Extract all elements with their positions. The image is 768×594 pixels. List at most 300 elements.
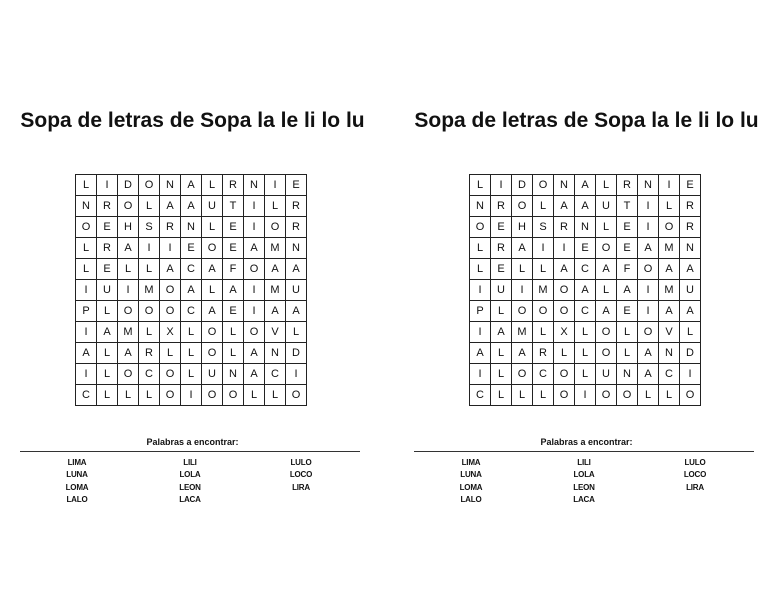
grid-cell: A [659, 259, 680, 280]
grid-cell: R [491, 196, 512, 217]
grid-cell: L [533, 322, 554, 343]
word-list-column [675, 457, 715, 494]
grid-cell: L [470, 175, 491, 196]
grid-cell: C [76, 385, 97, 406]
grid-cell: O [533, 301, 554, 322]
grid-cell: A [286, 259, 307, 280]
grid-cell: L [575, 364, 596, 385]
grid-cell: L [202, 280, 223, 301]
word-list-item: LILI [183, 458, 197, 467]
grid-cell: A [596, 301, 617, 322]
grid-cell: O [160, 385, 181, 406]
grid-cell: E [223, 238, 244, 259]
grid-cell: O [202, 343, 223, 364]
grid-cell: L [97, 301, 118, 322]
grid-cell: O [139, 175, 160, 196]
grid-row [470, 322, 701, 343]
grid-cell: A [491, 322, 512, 343]
grid-cell: O [659, 217, 680, 238]
grid-cell: F [223, 259, 244, 280]
grid-cell: N [223, 364, 244, 385]
grid-cell: S [139, 217, 160, 238]
grid-cell: N [265, 343, 286, 364]
grid-row [76, 280, 307, 301]
grid-cell: E [97, 259, 118, 280]
word-list-item: LUNA [460, 470, 482, 480]
grid-cell: A [554, 259, 575, 280]
grid-cell: C [470, 385, 491, 406]
grid-cell: C [139, 364, 160, 385]
grid-cell: L [491, 343, 512, 364]
grid-row [470, 196, 701, 217]
grid-cell: E [223, 217, 244, 238]
grid-cell: L [139, 385, 160, 406]
grid-cell: O [202, 385, 223, 406]
grid-cell: M [118, 322, 139, 343]
grid-cell: I [265, 175, 286, 196]
grid-cell: A [265, 259, 286, 280]
grid-cell: A [244, 238, 265, 259]
word-list-item: LALO [66, 495, 88, 505]
word-list-item: LOCO [289, 470, 313, 480]
word-list-item: LOLA [179, 470, 201, 480]
grid-cell: L [118, 259, 139, 280]
grid-cell: I [533, 238, 554, 259]
grid-cell: A [223, 280, 244, 301]
grid-cell: L [512, 385, 533, 406]
grid-cell: A [680, 301, 701, 322]
grid-cell: I [638, 280, 659, 301]
grid-cell: L [265, 385, 286, 406]
grid-cell: C [575, 301, 596, 322]
grid-cell: I [554, 238, 575, 259]
grid-row [470, 280, 701, 301]
grid-cell: I [244, 280, 265, 301]
grid-cell: C [181, 301, 202, 322]
word-list-column [564, 457, 604, 507]
grid-cell: L [533, 196, 554, 217]
word-list-column [281, 457, 321, 494]
grid-cell: L [97, 343, 118, 364]
grid-cell: L [223, 322, 244, 343]
grid-cell: O [202, 322, 223, 343]
grid-cell: A [638, 343, 659, 364]
grid-row [470, 238, 701, 259]
grid-cell: H [512, 217, 533, 238]
grid-cell: E [617, 217, 638, 238]
word-list-item: LIRA [292, 482, 310, 492]
grid-cell: D [286, 343, 307, 364]
grid-cell: O [244, 322, 265, 343]
grid-cell: A [181, 175, 202, 196]
grid-cell: O [638, 322, 659, 343]
grid-cell: A [659, 301, 680, 322]
grid-cell: N [680, 238, 701, 259]
grid-cell: L [617, 343, 638, 364]
grid-row [76, 322, 307, 343]
grid-cell: L [76, 238, 97, 259]
grid-cell: N [160, 175, 181, 196]
divider-line [20, 451, 360, 452]
grid-cell: O [202, 238, 223, 259]
grid-cell: N [181, 217, 202, 238]
grid-cell: L [223, 343, 244, 364]
grid-cell: I [139, 238, 160, 259]
grid-cell: O [160, 301, 181, 322]
grid-cell: A [575, 280, 596, 301]
grid-cell: A [680, 259, 701, 280]
worksheet-right [394, 0, 768, 594]
word-list-item: LOMA [65, 482, 89, 492]
grid-cell: A [97, 322, 118, 343]
grid-cell: A [470, 343, 491, 364]
grid-cell: L [181, 343, 202, 364]
grid-cell: A [160, 196, 181, 217]
letter-grid [75, 174, 307, 406]
grid-cell: M [265, 238, 286, 259]
grid-cell: R [680, 217, 701, 238]
grid-cell: P [76, 301, 97, 322]
word-list-item: LALO [460, 495, 482, 505]
grid-cell: I [181, 385, 202, 406]
grid-cell: M [265, 280, 286, 301]
grid-cell: I [659, 175, 680, 196]
grid-cell: L [202, 217, 223, 238]
word-list-item: LIRA [686, 482, 704, 492]
grid-cell: L [97, 364, 118, 385]
worksheet-title: Sopa de letras de Sopa la le li lo lu [20, 109, 365, 132]
grid-cell: A [181, 196, 202, 217]
grid-cell: O [596, 343, 617, 364]
grid-cell: L [575, 322, 596, 343]
grid-row [76, 301, 307, 322]
grid-cell: N [575, 217, 596, 238]
grid-cell: T [617, 196, 638, 217]
grid-cell: I [638, 301, 659, 322]
grid-cell: N [286, 238, 307, 259]
grid-cell: A [118, 238, 139, 259]
grid-cell: F [617, 259, 638, 280]
grid-cell: A [265, 301, 286, 322]
grid-row [76, 217, 307, 238]
word-list-item: LACA [573, 495, 595, 505]
grid-cell: A [617, 280, 638, 301]
grid-cell: M [533, 280, 554, 301]
grid-cell: L [491, 364, 512, 385]
word-list-item: LOMA [459, 482, 483, 492]
grid-cell: L [575, 343, 596, 364]
word-list-column [170, 457, 210, 507]
grid-cell: O [512, 301, 533, 322]
grid-cell: V [265, 322, 286, 343]
grid-cell: M [139, 280, 160, 301]
grid-cell: I [638, 196, 659, 217]
grid-cell: O [118, 364, 139, 385]
grid-cell: L [76, 175, 97, 196]
grid-cell: L [638, 385, 659, 406]
grid-cell: R [491, 238, 512, 259]
grid-cell: L [617, 322, 638, 343]
grid-cell: X [160, 322, 181, 343]
grid-cell: I [680, 364, 701, 385]
word-list-item: LEON [179, 482, 201, 492]
grid-cell: R [223, 175, 244, 196]
grid-cell: I [244, 217, 265, 238]
grid-cell: L [160, 343, 181, 364]
grid-cell: E [575, 238, 596, 259]
grid-cell: R [286, 196, 307, 217]
worksheet-title: Sopa de letras de Sopa la le li lo lu [414, 109, 759, 132]
word-list-item: LIMA [67, 458, 87, 467]
grid-cell: D [680, 343, 701, 364]
grid-cell: C [659, 364, 680, 385]
word-list-item: LULO [684, 458, 706, 467]
word-list-column [451, 457, 491, 507]
grid-cell: O [244, 259, 265, 280]
word-list-item: LOCO [683, 470, 707, 480]
grid-cell: A [244, 343, 265, 364]
grid-cell: U [97, 280, 118, 301]
grid-cell: O [596, 385, 617, 406]
grid-cell: M [512, 322, 533, 343]
word-list-item: LILI [577, 458, 591, 467]
grid-cell: R [139, 343, 160, 364]
word-list-item: LIMA [461, 458, 481, 467]
grid-cell: I [470, 280, 491, 301]
grid-cell: I [470, 322, 491, 343]
grid-cell: X [554, 322, 575, 343]
grid-cell: O [596, 322, 617, 343]
grid-cell: A [554, 196, 575, 217]
grid-cell: C [575, 259, 596, 280]
grid-cell: U [491, 280, 512, 301]
grid-cell: L [181, 322, 202, 343]
grid-cell: D [512, 175, 533, 196]
grid-cell: I [638, 217, 659, 238]
grid-cell: R [97, 196, 118, 217]
grid-cell: U [680, 280, 701, 301]
grid-cell: P [470, 301, 491, 322]
grid-cell: O [554, 364, 575, 385]
grid-cell: O [118, 301, 139, 322]
grid-cell: E [491, 259, 512, 280]
words-heading: Palabras a encontrar: [540, 437, 633, 447]
grid-row [76, 175, 307, 196]
grid-cell: E [491, 217, 512, 238]
grid-cell: U [596, 364, 617, 385]
grid-cell: L [554, 343, 575, 364]
grid-cell: U [202, 196, 223, 217]
grid-cell: O [638, 259, 659, 280]
grid-row [470, 301, 701, 322]
grid-cell: L [202, 175, 223, 196]
grid-cell: L [181, 364, 202, 385]
grid-cell: O [512, 364, 533, 385]
grid-cell: L [97, 385, 118, 406]
grid-cell: I [575, 385, 596, 406]
grid-cell: I [76, 364, 97, 385]
grid-cell: L [491, 301, 512, 322]
grid-row [76, 238, 307, 259]
grid-row [470, 385, 701, 406]
grid-cell: O [223, 385, 244, 406]
grid-cell: C [181, 259, 202, 280]
grid-cell: E [617, 238, 638, 259]
grid-cell: U [202, 364, 223, 385]
divider-line [414, 451, 754, 452]
grid-row [76, 364, 307, 385]
grid-cell: L [265, 196, 286, 217]
grid-cell: I [160, 238, 181, 259]
word-list-item: LUNA [66, 470, 88, 480]
grid-row [470, 343, 701, 364]
grid-cell: O [265, 217, 286, 238]
grid-cell: A [575, 175, 596, 196]
grid-cell: L [512, 259, 533, 280]
grid-cell: N [617, 364, 638, 385]
grid-cell: N [638, 175, 659, 196]
grid-cell: A [512, 343, 533, 364]
grid-cell: A [596, 259, 617, 280]
grid-cell: O [118, 196, 139, 217]
grid-cell: L [596, 217, 617, 238]
grid-cell: V [659, 322, 680, 343]
grid-cell: U [286, 280, 307, 301]
grid-cell: A [118, 343, 139, 364]
grid-row [76, 196, 307, 217]
grid-cell: I [244, 301, 265, 322]
grid-cell: U [596, 196, 617, 217]
grid-cell: A [512, 238, 533, 259]
word-list-column [57, 457, 97, 507]
grid-cell: N [76, 196, 97, 217]
grid-cell: A [160, 259, 181, 280]
grid-row [76, 385, 307, 406]
grid-cell: L [659, 385, 680, 406]
word-list-item: LACA [179, 495, 201, 505]
grid-cell: O [617, 385, 638, 406]
word-list-item: LULO [290, 458, 312, 467]
grid-cell: R [680, 196, 701, 217]
grid-cell: T [223, 196, 244, 217]
grid-cell: O [286, 385, 307, 406]
grid-cell: I [470, 364, 491, 385]
grid-cell: I [244, 196, 265, 217]
grid-cell: O [554, 301, 575, 322]
word-list-item: LEON [573, 482, 595, 492]
grid-cell: O [470, 217, 491, 238]
grid-cell: L [470, 259, 491, 280]
grid-cell: C [533, 364, 554, 385]
letter-grid [469, 174, 701, 406]
grid-cell: O [554, 280, 575, 301]
grid-cell: L [491, 385, 512, 406]
grid-cell: N [659, 343, 680, 364]
grid-cell: L [76, 259, 97, 280]
grid-cell: A [244, 364, 265, 385]
grid-row [470, 175, 701, 196]
grid-cell: L [139, 196, 160, 217]
grid-cell: L [286, 322, 307, 343]
grid-row [76, 343, 307, 364]
grid-row [470, 217, 701, 238]
grid-cell: R [160, 217, 181, 238]
grid-cell: L [533, 385, 554, 406]
grid-cell: R [617, 175, 638, 196]
grid-cell: A [575, 196, 596, 217]
grid-cell: E [223, 301, 244, 322]
grid-cell: O [533, 175, 554, 196]
grid-cell: N [470, 196, 491, 217]
grid-cell: O [680, 385, 701, 406]
grid-cell: S [533, 217, 554, 238]
grid-cell: H [118, 217, 139, 238]
grid-cell: M [659, 280, 680, 301]
grid-cell: I [491, 175, 512, 196]
grid-cell: E [97, 217, 118, 238]
grid-cell: L [680, 322, 701, 343]
grid-cell: O [554, 385, 575, 406]
grid-cell: N [554, 175, 575, 196]
grid-cell: L [118, 385, 139, 406]
words-heading: Palabras a encontrar: [146, 437, 239, 447]
grid-cell: L [139, 259, 160, 280]
grid-cell: I [286, 364, 307, 385]
grid-cell: E [181, 238, 202, 259]
grid-cell: O [596, 238, 617, 259]
grid-row [470, 364, 701, 385]
grid-cell: O [76, 217, 97, 238]
word-list-item: LOLA [573, 470, 595, 480]
grid-cell: A [286, 301, 307, 322]
grid-cell: L [596, 175, 617, 196]
grid-cell: C [265, 364, 286, 385]
grid-cell: L [659, 196, 680, 217]
grid-cell: I [76, 322, 97, 343]
grid-cell: O [160, 364, 181, 385]
grid-cell: I [512, 280, 533, 301]
grid-cell: A [202, 259, 223, 280]
grid-cell: O [512, 196, 533, 217]
grid-cell: R [554, 217, 575, 238]
grid-cell: E [286, 175, 307, 196]
grid-cell: L [596, 280, 617, 301]
grid-cell: N [244, 175, 265, 196]
grid-cell: L [533, 259, 554, 280]
grid-cell: R [97, 238, 118, 259]
grid-cell: R [286, 217, 307, 238]
grid-cell: O [160, 280, 181, 301]
grid-cell: O [139, 301, 160, 322]
grid-cell: A [76, 343, 97, 364]
grid-cell: A [181, 280, 202, 301]
grid-cell: E [617, 301, 638, 322]
grid-row [470, 259, 701, 280]
grid-cell: L [139, 322, 160, 343]
grid-cell: A [638, 364, 659, 385]
grid-cell: R [533, 343, 554, 364]
grid-cell: I [118, 280, 139, 301]
grid-cell: L [244, 385, 265, 406]
grid-cell: I [76, 280, 97, 301]
grid-row [76, 259, 307, 280]
grid-cell: A [638, 238, 659, 259]
grid-cell: D [118, 175, 139, 196]
grid-cell: M [659, 238, 680, 259]
grid-cell: A [202, 301, 223, 322]
grid-cell: L [470, 238, 491, 259]
grid-cell: I [97, 175, 118, 196]
